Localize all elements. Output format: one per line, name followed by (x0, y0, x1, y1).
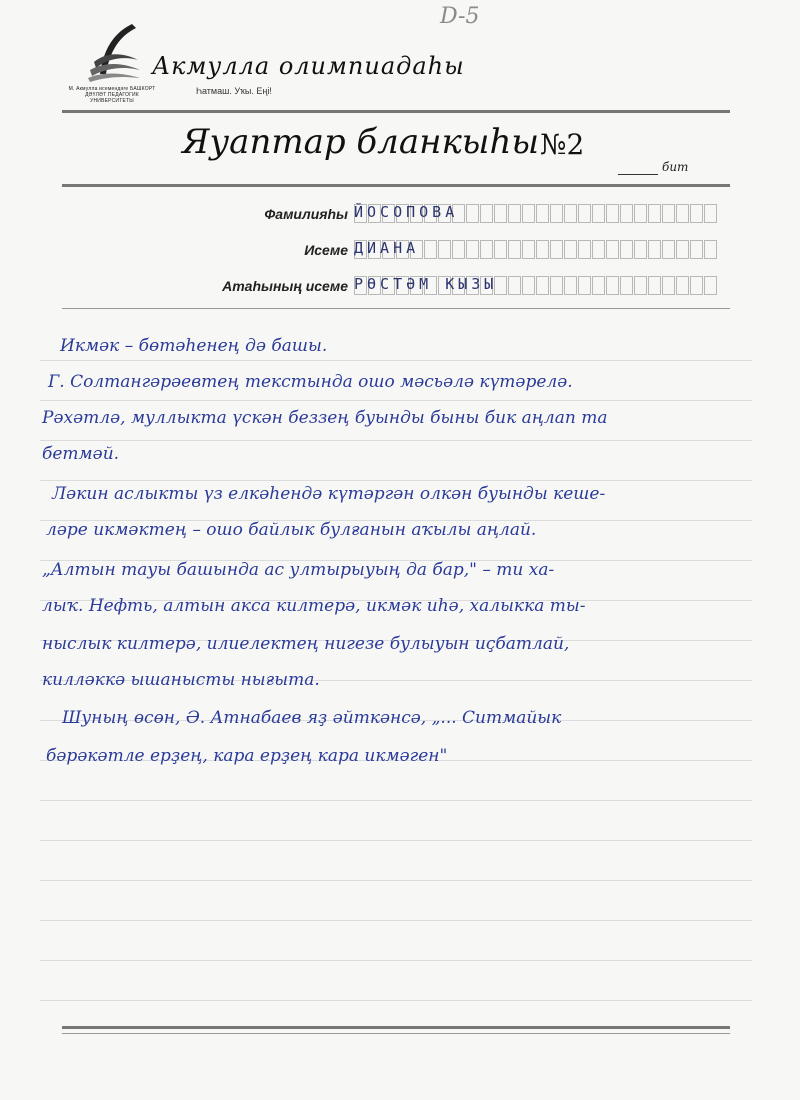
essay-line: лыҡ. Нефть, алтын акса килтерә, икмәк иһә, халыкка ты- (42, 596, 586, 616)
surname-value: ЙОСОПОВА (354, 203, 459, 221)
essay-line: бетмәй. (42, 444, 120, 464)
essay-line: ләре икмәктең – ошо байлык булғанын аҡылы аңлай. (46, 520, 537, 540)
logo-caption: М. Акмулла исемендәге БАШКОРТ ДӘҮЛӘТ ПЕДАГОГИК УНИВЕРСИТЕТЫ (68, 86, 156, 104)
olympiad-title: Акмулла олимпиадаһы (152, 52, 465, 80)
patronymic-value: РӨСТӘМ КЫЗЫ (354, 275, 498, 293)
title-divider (62, 184, 730, 187)
patronymic-field[interactable] (140, 276, 740, 302)
essay-line: Шуның өсөн, Ә. Атнабаев яҙ әйткәнсә, „... Ситмайык (62, 708, 562, 728)
essay-line: Ләкин аслыкты үз елкәһендә күтәргән олкән буынды кеше- (52, 484, 606, 504)
essay-line: „Алтын тауы башында ас ултырыуың да бар," – ти ха- (42, 560, 555, 580)
pages-label: бит (662, 160, 689, 174)
header-divider (62, 110, 730, 113)
essay-line: бәрәкәтле ерҙең, кара ерҙең кара икмәген" (46, 746, 448, 766)
corner-mark: D-5 (440, 4, 480, 29)
surname-field[interactable] (140, 204, 740, 230)
pages-count-blank[interactable] (618, 174, 658, 175)
essay-line: килләккә ышанысты нығыта. (42, 670, 320, 690)
fields-divider (62, 308, 730, 309)
footer-divider-thin (62, 1033, 730, 1034)
surname-label: Фамилияһы (264, 206, 348, 222)
first-name-label: Исеме (304, 242, 348, 258)
patronymic-label: Атаһының исеме (222, 278, 348, 294)
first-name-field[interactable] (140, 240, 740, 266)
essay-line: Икмәк – бөтәһенең дә башы. (60, 336, 328, 356)
logo-swoosh-icon (86, 22, 142, 84)
sheet-title: Яуаптар бланкыһы (182, 122, 540, 162)
olympiad-motto: Һатмаш. Уҡы. Еңі! (196, 86, 272, 96)
essay-line: Рәхәтлә, муллыкта үскән беззең буынды быны бик аңлап та (42, 408, 608, 428)
essay-line: ныслык килтерә, илиелектең нигезе булыуын иҫбатлай, (42, 634, 570, 654)
essay-line: Г. Солтангәрәевтең текстында ошо мәсьәлә күтәрелә. (48, 372, 573, 392)
sheet-number: №2 (540, 128, 585, 161)
footer-divider (62, 1026, 730, 1029)
first-name-value: ДИАНА (354, 239, 420, 257)
